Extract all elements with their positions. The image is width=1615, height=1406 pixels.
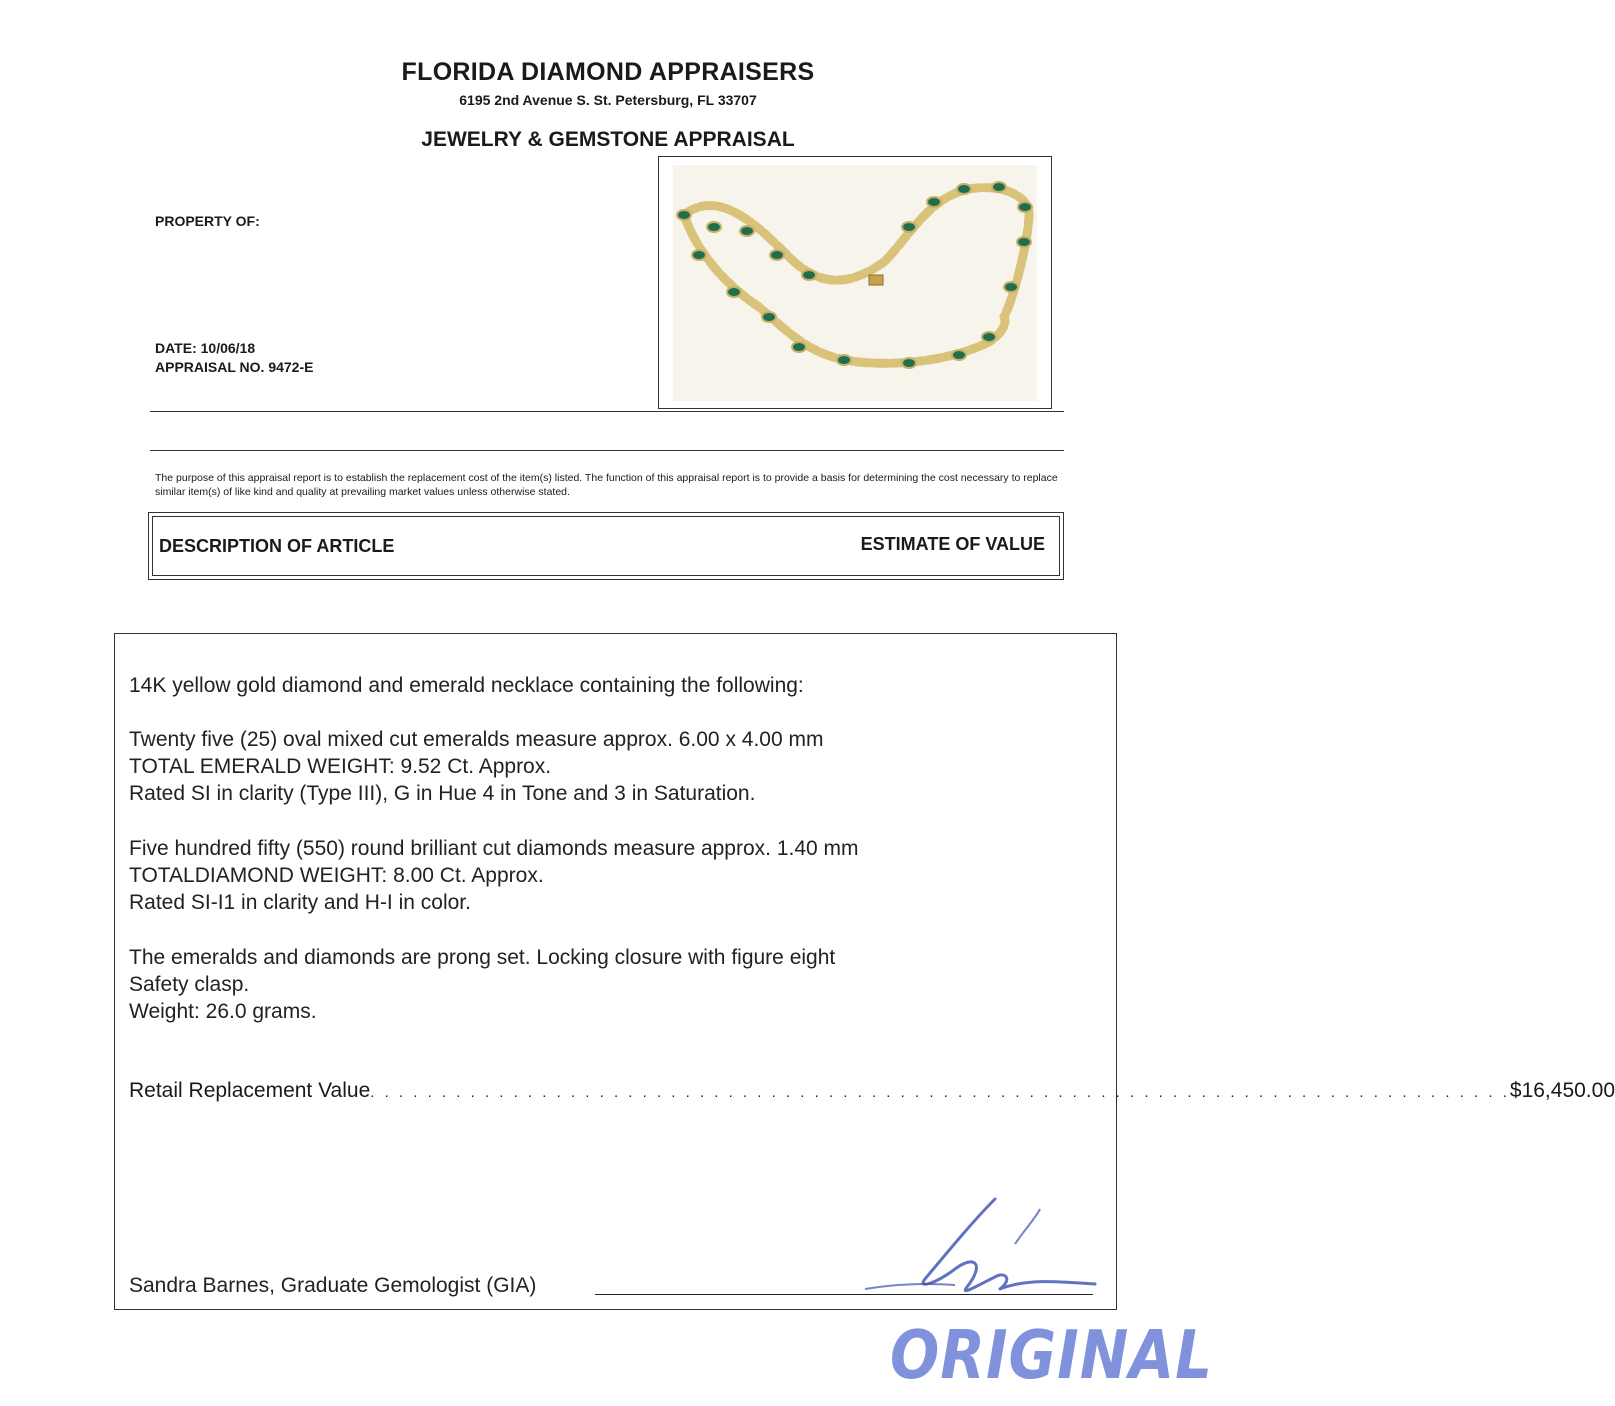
table-header-box: [148, 512, 1064, 580]
estimate-header: ESTIMATE OF VALUE: [860, 534, 1045, 554]
diamond-line: Rated SI-I1 in clarity and H-I in color.: [129, 891, 471, 914]
emerald-line: Rated SI in clarity (Type III), G in Hue 4 in Tone and 3 in Saturation.: [129, 782, 756, 805]
retail-value-row: [129, 1079, 1615, 1103]
appraisal-number-line: [155, 359, 313, 375]
diamond-details: [129, 835, 859, 916]
description-header: DESCRIPTION OF ARTICLE: [159, 536, 395, 556]
property-of-label: PROPERTY OF:: [155, 213, 260, 229]
emerald-details: [129, 726, 823, 807]
setting-line: Safety clasp.: [129, 973, 250, 996]
signer-name: Sandra Barnes, Graduate Gemologist (GIA): [129, 1274, 537, 1297]
emerald-line: Twenty five (25) oval mixed cut emeralds measure approx. 6.00 x 4.00 mm: [129, 728, 824, 751]
description-intro: 14K yellow gold diamond and emerald necklace containing the following:: [129, 674, 804, 697]
date-line: [155, 340, 255, 356]
divider-line: [150, 411, 1064, 412]
diamond-line: Five hundred fifty (550) round brilliant cut diamonds measure approx. 1.40 mm: [129, 837, 859, 860]
retail-value-amount: $16,450.00: [1509, 1079, 1615, 1102]
document-title: JEWELRY & GEMSTONE APPRAISAL: [421, 128, 795, 151]
company-name: FLORIDA DIAMOND APPRAISERS: [401, 58, 815, 86]
table-header-inner: [152, 516, 1060, 576]
purpose-statement: The purpose of this appraisal report is to establish the replacement cost of the item(s) listed. The function of this appraisal report is to provide a basis for determining the cost necessary to replace similar item(s) of like kind and quality at prevailing market values unless otherwise stated.: [155, 472, 1058, 498]
company-address: 6195 2nd Avenue S. St. Petersburg, FL 33707: [459, 92, 757, 108]
divider-line: [150, 450, 1064, 451]
necklace-photo-icon: [659, 157, 1051, 408]
signature-scribble-icon: [855, 1189, 1105, 1304]
original-stamp: ORIGINAL: [890, 1316, 1214, 1395]
leader-dots: . . . . . . . . . . . . . . . . . . . . . . . . . . . . . . . . . . . . . . . . . . . . . . . . . . . . . . . . . . . . . . . . . . . . . . . . . . . . . . . .: [370, 1084, 1510, 1101]
setting-line: The emeralds and diamonds are prong set. Locking closure with figure eight: [129, 946, 836, 969]
retail-value-label: Retail Replacement Value: [129, 1079, 371, 1102]
item-photo: [658, 156, 1052, 409]
appraisal-number-label: APPRAISAL NO.: [155, 359, 265, 375]
diamond-line: TOTALDIAMOND WEIGHT: 8.00 Ct. Approx.: [129, 864, 544, 887]
date-label: DATE:: [155, 340, 197, 356]
appraisal-number-value: 9472-E: [268, 359, 314, 375]
setting-line: Weight: 26.0 grams.: [129, 1000, 317, 1023]
emerald-line: TOTAL EMERALD WEIGHT: 9.52 Ct. Approx.: [129, 755, 552, 778]
article-description-box: [114, 633, 1615, 1310]
date-value: 10/06/18: [200, 340, 256, 356]
setting-details: [129, 944, 835, 1025]
